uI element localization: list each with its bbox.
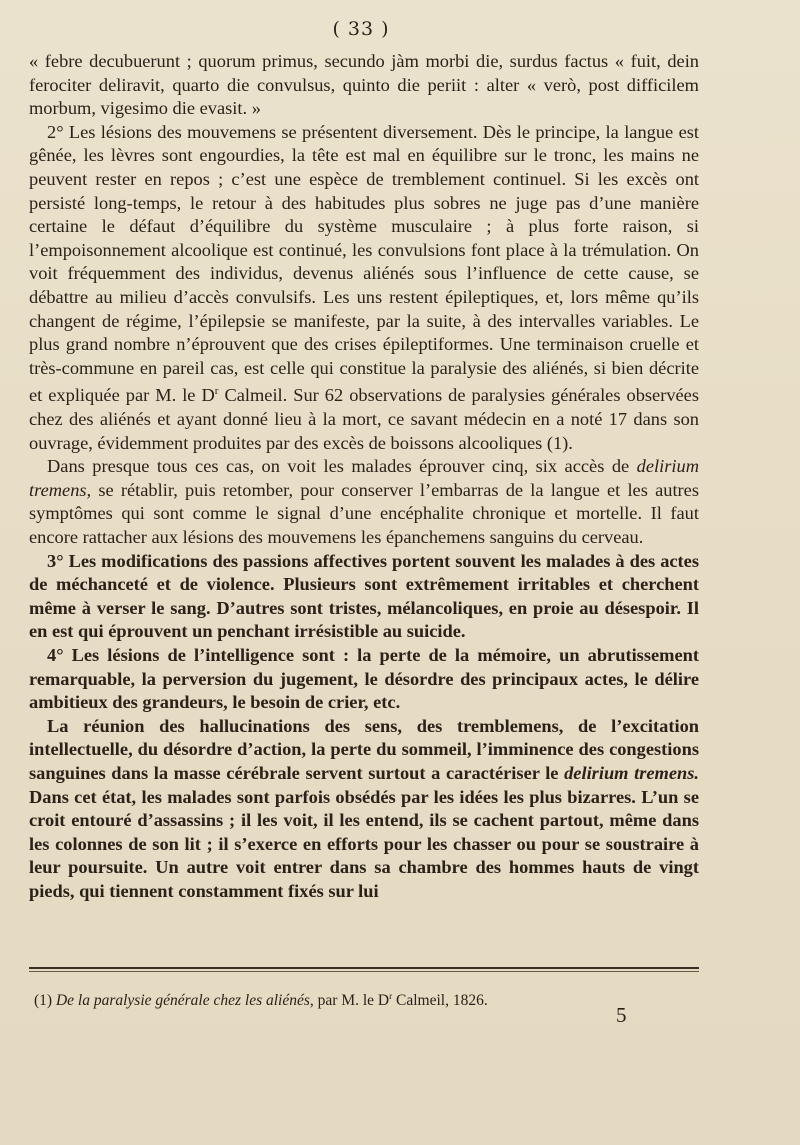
paragraph-hallucinations [29, 715, 699, 904]
page-number: ( 33 ) [332, 18, 390, 40]
paragraph-passions-affectives: 3° Les modifications des passions affectives portent souvent les malades à des actes de méchanceté et de violence. Plusieurs sont extrêmement irritables et cherchent même à verser le sang. D’autres sont tristes, mélancoliques, en proie au désespoir. Il en est qui éprouvent un penchant irrésistible au suicide. [29, 550, 699, 642]
paragraph-text: 2° Les lésions des mouvemens se présentent diversement. Dès le principe, la langue est gênée, les lèvres sont engourdies, la tête est mal en équilibre sur le tronc, les mains ne peuvent rester en repos ; c’est une espèce de tremblement continuel. Si les excès ont persisté long-temps, le retour à des habitudes plus sobres ne juge pas d’une manière certaine le défaut d’équilibre du système musculaire ; à plus forte raison, si l’empoisonnement alcoolique est continué, les convulsions font place à la trémulation. On voit fréquemment des individus, devenus aliénés sous l’influence de cette cause, se débattre au milieu d’accès convulsifs. Les uns restent épileptiques, et, lors même qu’ils changent de régime, l’épilepsie se manifeste, par la suite, à des intervalles variables. Le plus grand nombre n’éprouvent que des crises épileptiformes. Une terminaison cruelle et très-commune en pareil cas, est celle qui constitue la paralysie des aliénés, si bien décrite et expliquée par M. le D [29, 121, 699, 406]
paragraph-lesions-mouvemens [29, 121, 699, 455]
superscript: r [214, 385, 219, 398]
paragraph-text: Dans cet état, les malades sont parfois obsédés par les idées les plus bizarres. L’un se croit entouré d’assassins ; il les voit, il les entend, ils se cachent partout, même dans les colonnes de son lit ; il s’exerce en efforts pour les chasser ou pour se soustraire à leur poursuite. Un autre voit entrer dans sa chambre des hommes hauts de vingt pieds, qui tiennent constamment fixés sur lui [29, 786, 699, 901]
superscript: r [389, 991, 393, 1001]
paragraph-text: se rétablir, puis retomber, pour conserver l’embarras de la langue et les autres symptômes qui sont comme le signal d’une encéphalite chronique et mortelle. Il faut encore rattacher aux lésions des mouvemens les épanchemens sanguins du cerveau. [29, 479, 699, 547]
footnote-divider-thin [29, 971, 699, 972]
footnote-marker: (1) [34, 992, 53, 1010]
paragraph-lesions-intelligence: 4° Les lésions de l’intelligence sont : la perte de la mémoire, un abrutissement remarquable, la perversion du jugement, le désordre des principaux actes, le délire ambitieux des grandeurs, le besoin de crier, etc. [29, 644, 699, 713]
italic-term: delirium tremens, [29, 456, 699, 500]
italic-term: delirium tremens. [564, 762, 700, 783]
footnote-author-rest: Calmeil, 1826. [392, 992, 488, 1010]
signature-mark: 5 [616, 1003, 627, 1027]
paragraph-delirium-cases [29, 455, 699, 549]
paragraph-text: Calmeil. Sur 62 observations de paralysies générales observées chez des aliénés et ayant donné lieu à la mort, ce savant médecin en a noté 17 dans son ouvrage, évidemment produites par des excès de boissons alcooliques (1). [29, 385, 700, 453]
footnote-divider [29, 967, 699, 969]
paragraph-text: La réunion des hallucinations des sens, des tremblemens, de l’excitation intellectuelle, du désordre d’action, la perte du sommeil, l’imminence des congestions sanguines dans la masse cérébrale servent surtout a caractériser le [29, 715, 699, 783]
paragraph-latin-quote: « febre decubuerunt ; quorum primus, secundo jàm morbi die, surdus factus « fuit, dein ferociter deliravit, quarto die convulsus, quinto die periit : alter « verò, post difficilem morbum, vigesimo die evasit. » [29, 51, 699, 119]
paragraph-text: Dans presque tous ces cas, on voit les malades éprouver cinq, six accès de [47, 456, 637, 477]
body-text [29, 50, 699, 904]
footnote-title: De la paralysie générale chez les aliénés, [55, 992, 314, 1010]
footnote-author: par M. le D [313, 992, 390, 1010]
footnote [34, 986, 674, 1011]
